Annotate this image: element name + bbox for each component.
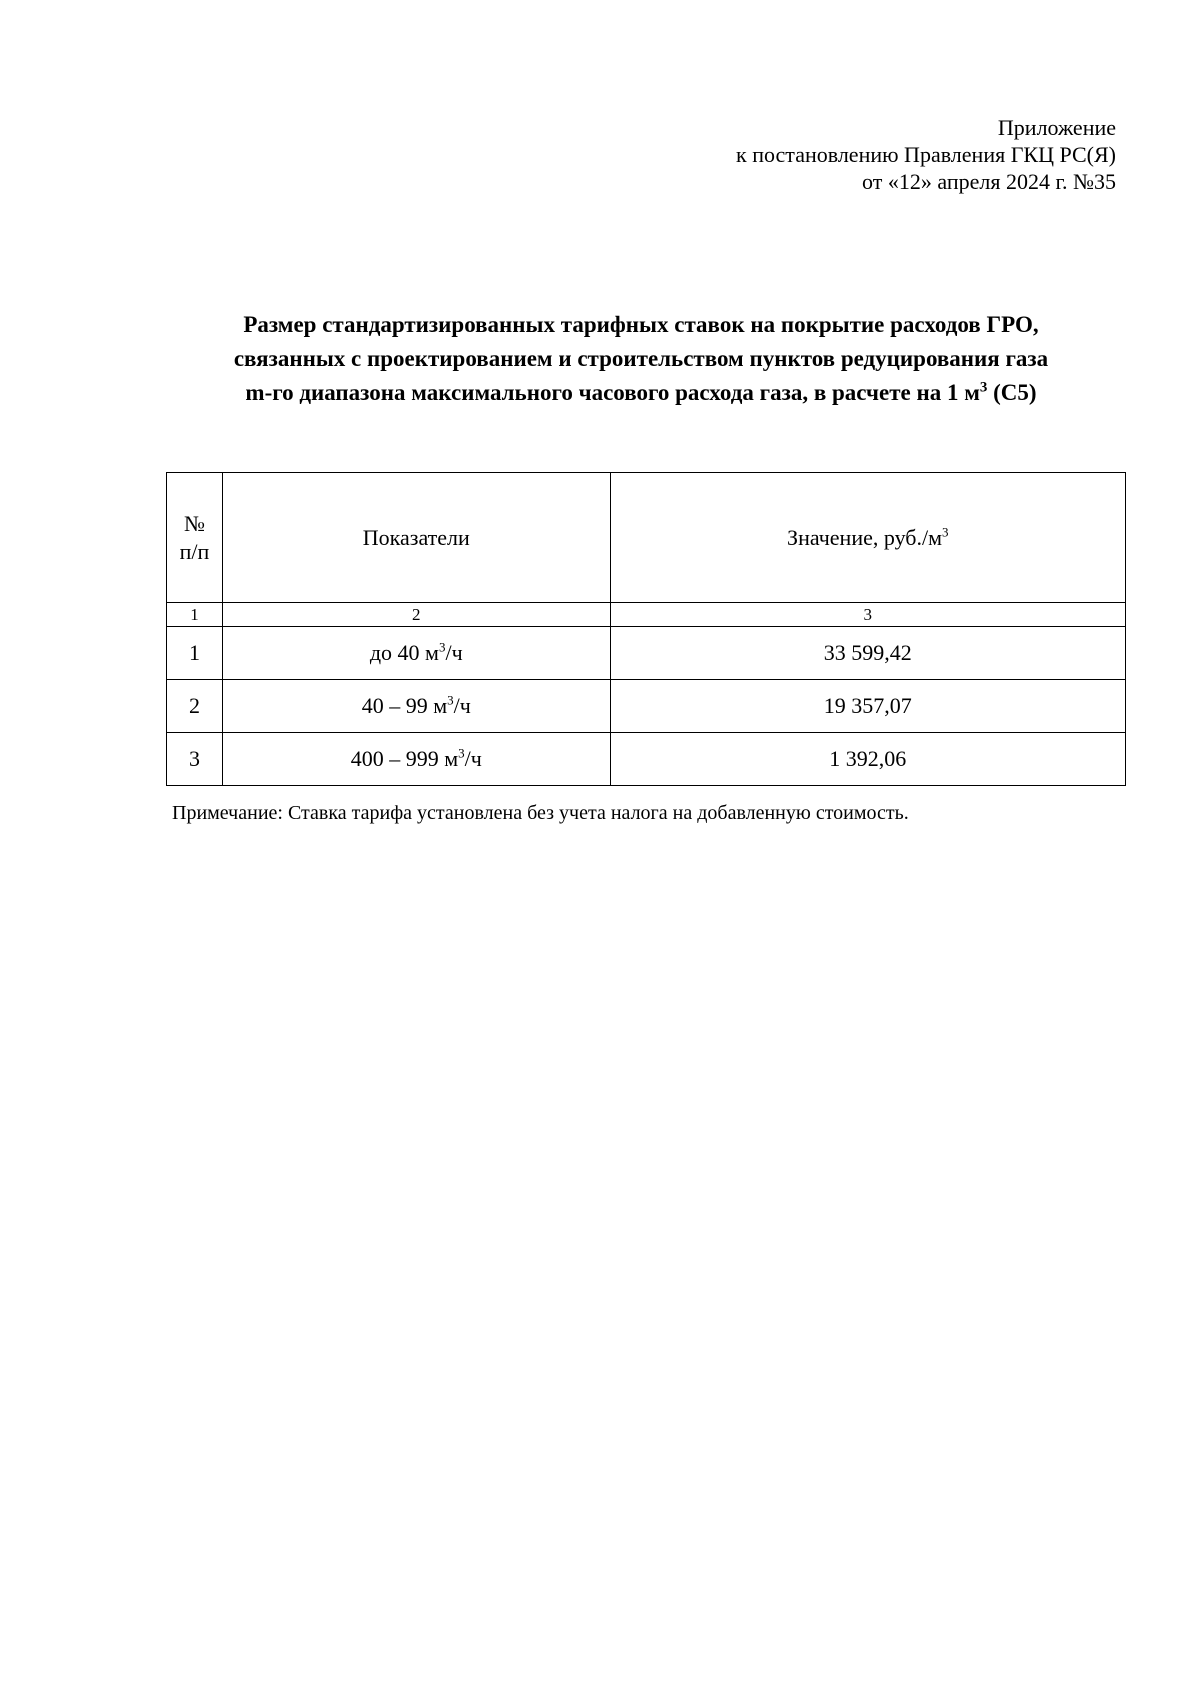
table-row	[167, 627, 1126, 680]
row-range-text: до 40 м	[369, 640, 439, 665]
row-range	[222, 680, 610, 733]
row-range-text: 400 – 999 м	[350, 746, 459, 771]
row-range-unit: /ч	[464, 746, 482, 771]
row-num: 2	[167, 680, 223, 733]
column-number-row	[167, 603, 1126, 627]
row-value: 19 357,07	[610, 680, 1125, 733]
row-range-unit: /ч	[445, 640, 463, 665]
appendix-line-1: Приложение	[997, 115, 1116, 140]
appendix-line-2: к постановлению Правления ГКЦ РС(Я)	[736, 142, 1116, 167]
table-row	[167, 733, 1126, 786]
header-value	[610, 473, 1125, 603]
row-range-sup: 3	[438, 639, 446, 655]
header-value-sup: 3	[942, 524, 949, 540]
header-num	[167, 473, 223, 603]
row-value: 1 392,06	[610, 733, 1125, 786]
title-line-1: Размер стандартизированных тарифных ставок на покрытие расходов ГРО,	[243, 312, 1039, 337]
document-title	[150, 308, 1132, 410]
title-line-2: связанных с проектированием и строительством пунктов редуцирования газа	[233, 346, 1049, 371]
row-range	[222, 627, 610, 680]
row-value: 33 599,42	[610, 627, 1125, 680]
row-range	[222, 733, 610, 786]
title-line-3-end: (С5)	[987, 380, 1037, 405]
column-number-1: 1	[167, 603, 223, 627]
title-line-3-text: m-го диапазона максимального часового расхода газа, в расчете на 1 м	[245, 380, 980, 405]
appendix-line-3: от «12» апреля 2024 г. №35	[862, 169, 1116, 194]
row-range-sup: 3	[447, 692, 454, 708]
title-line-3	[150, 376, 1132, 410]
tariff-table	[166, 472, 1126, 786]
header-num-text: № п/п	[179, 510, 210, 564]
title-superscript: 3	[979, 379, 988, 396]
table-header-row	[167, 473, 1126, 603]
appendix-header	[736, 114, 1116, 195]
row-range-unit: /ч	[453, 693, 471, 718]
header-value-text: Значение, руб./м	[787, 524, 943, 550]
row-num: 3	[167, 733, 223, 786]
table-row	[167, 680, 1126, 733]
row-range-sup: 3	[458, 745, 465, 761]
column-number-2: 2	[222, 603, 610, 627]
row-num: 1	[167, 627, 223, 680]
table-note: Примечание: Ставка тарифа установлена без учета налога на добавленную стоимость.	[172, 802, 909, 824]
row-range-text: 40 – 99 м	[361, 693, 448, 718]
column-number-3: 3	[610, 603, 1125, 627]
header-indicator: Показатели	[222, 473, 610, 603]
